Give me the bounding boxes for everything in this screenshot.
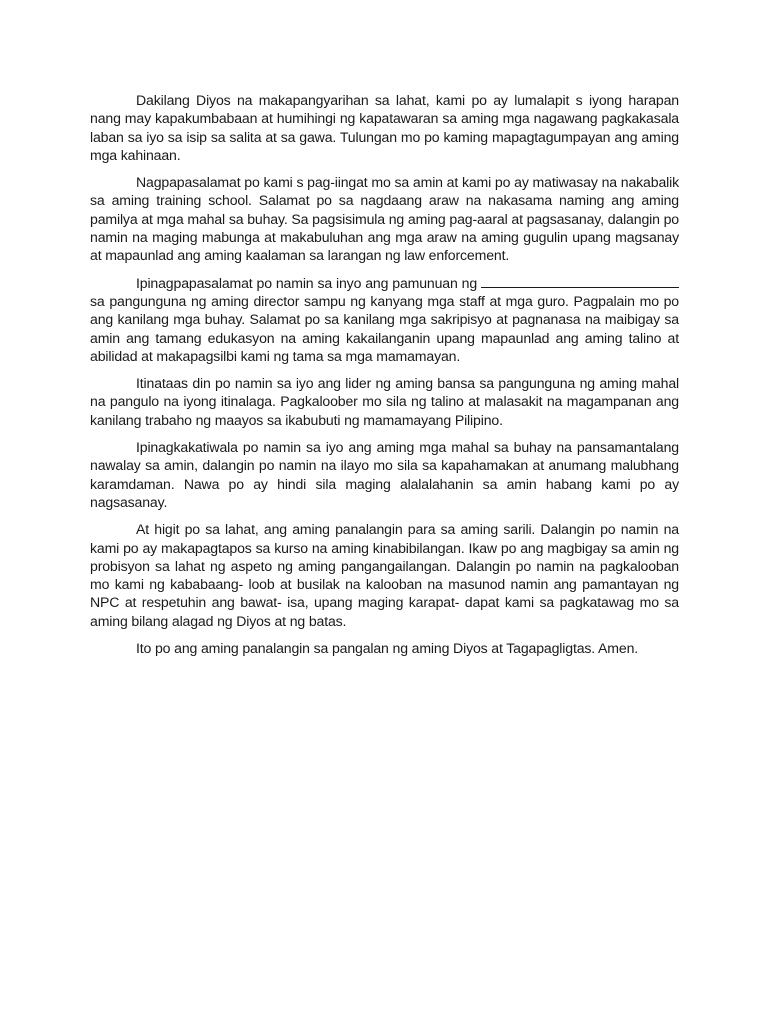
paragraph-leadership-rest: sa pangunguna ng aming director sampu ng kanyang mga staff at mga guro. Pagpalain mo po ang kanilang mga buhay. Salamat po sa kanilang mga sakripisyo at pagnanasa na maibigay sa amin ang tamang edukasyon na aming kakailanganin upang mapaunlad ang aming talino at abilidad at makapagsilbi kami ng tama sa mga mamamayan. [90,292,679,364]
paragraph-leadership [90,274,679,365]
document-page [90,91,679,666]
paragraph-nation-leader: Itinataas din po namin sa iyo ang lider ng aming bansa sa pangunguna ng aming mahal na pangulo na iyong itinalaga. Pagkaloober mo sila ng talino at malasakit na magampanan ang kanilang trabaho ng maayos sa ikabubuti ng mamamayang Pilipino. [90,375,679,428]
paragraph-leadership-start: Ipinagpapasalamat po namin sa inyo ang pamunuan ng [136,274,478,291]
paragraph-self: At higit po sa lahat, ang aming panalangin para sa aming sarili. Dalangin po namin na kami po ay makapagtapos sa kurso na aming kinabibilangan. Ikaw po ang magbigay sa amin ng probisyon sa lahat ng aspeto ng aming pangangailangan. Dalangin po namin na pagkalooban mo kami ng kababaang- loob at busilak na kalooban na masunod namin ang pamantayan ng NPC at respetuhin ang bawat- isa, upang maging karapat- dapat kami sa pagkatawag mo sa aming bilang alagad ng Diyos at ng batas. [90,521,679,629]
paragraph-invocation: Dakilang Diyos na makapangyarihan sa lahat, kami po ay lumalapit s iyong harapan nang may kapakumbabaan at humihingi ng kapatawaran sa aming mga nagawang pagkakasala laban sa iyo sa isip sa salita at sa gawa. Tulungan mo po kaming mapagtagumpayan ang aming mga kahinaan. [90,92,679,163]
fill-in-blank-line [481,275,679,288]
paragraph-closing: Ito po ang aming panalangin sa pangalan ng aming Diyos at Tagapagligtas. Amen. [136,640,639,657]
paragraph-thanksgiving: Nagpapasalamat po kami s pag-iingat mo sa amin at kami po ay matiwasay na nakabalik sa aming training school. Salamat po sa nagdaang araw na nakasama naming ang aming pamilya at mga mahal sa buhay. Sa pagsisimula ng aming pag-aaral at pagsasanay, dalangin po namin na maging mabunga at makabuluhan ang mga araw na aming gugulin upang magsanay at mapaunlad ang aming kaalaman sa larangan ng law enforcement. [90,174,679,264]
paragraph-loved-ones: Ipinagkakatiwala po namin sa iyo ang aming mga mahal sa buhay na pansamantalang nawalay sa amin, dalangin po namin na ilayo mo sila sa kapahamakan at anumang malubhang karamdaman. Nawa po ay hindi sila maging alalalahanin sa amin habang kami po ay nagsasanay. [90,439,679,510]
